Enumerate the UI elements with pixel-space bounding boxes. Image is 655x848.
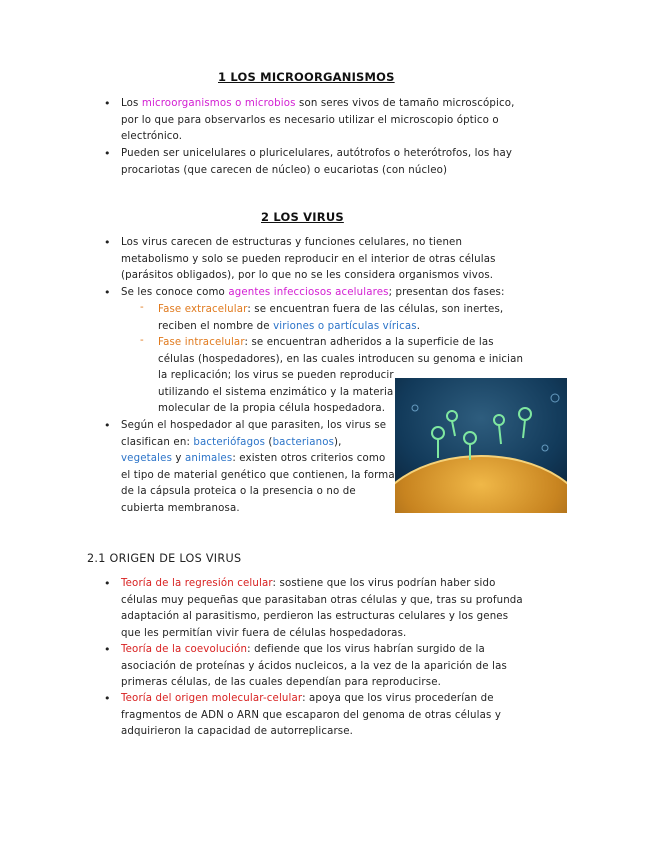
keyword-fase-extracelular: Fase extracelular bbox=[158, 304, 248, 315]
list-item bbox=[121, 418, 395, 517]
text: Pueden ser unicelulares o pluricelulares, autótrofos o heterótrofos, los hay bbox=[121, 148, 513, 159]
text: molecular de la propia célula hospedadora. bbox=[158, 403, 386, 414]
text: metabolismo y solo se pueden reproducir en el interior de otras células bbox=[121, 253, 496, 265]
keyword-fase-intracelular: Fase intracelular bbox=[158, 337, 245, 348]
list-item bbox=[121, 146, 512, 179]
text: son seres vivos de tamaño microscópico, bbox=[295, 98, 515, 109]
keyword-bacteriofagos: bacteriófagos bbox=[193, 436, 266, 448]
bullet-icon: • bbox=[104, 577, 111, 590]
list-item bbox=[121, 235, 496, 285]
bullet-icon: • bbox=[104, 692, 111, 705]
keyword-bacterianos: bacterianos bbox=[272, 436, 335, 448]
text: y bbox=[172, 453, 185, 464]
text: adaptación al parasitismo, perdieron las estructuras celulares y los genes bbox=[121, 611, 509, 622]
text: asociación de proteínas y ácidos nucleicos, a la vez de la aparición de las bbox=[121, 660, 507, 672]
text: el tipo de material genético que contienen, la forma bbox=[121, 469, 395, 481]
text: clasifican en: bbox=[121, 436, 194, 448]
text: : defiende que los virus habrían surgido de la bbox=[247, 644, 485, 655]
text: electrónico. bbox=[121, 131, 183, 142]
text: por lo que para observarlos es necesario utilizar el microscopio óptico o bbox=[121, 114, 499, 126]
keyword-animales: animales bbox=[185, 453, 233, 464]
text: : existen otros criterios como bbox=[232, 453, 386, 464]
text: fragmentos de ADN o ARN que escaparon del genoma de otras células y bbox=[121, 709, 502, 721]
text: ), bbox=[334, 436, 342, 448]
text: Se les conoce como bbox=[121, 287, 229, 298]
list-item bbox=[121, 576, 523, 642]
keyword-microorganismos: microorganismos o microbios bbox=[141, 98, 296, 109]
text: procariotas (que carecen de núcleo) o eucariotas (con núcleo) bbox=[121, 164, 448, 176]
text: cubierta membranosa. bbox=[121, 502, 240, 514]
list-item bbox=[121, 691, 501, 741]
text: : apoya que los virus procederían de bbox=[302, 693, 494, 704]
text: . bbox=[416, 320, 421, 332]
text: Según el hospedador al que parasiten, los virus se bbox=[121, 420, 387, 431]
text: que les permitían vivir fuera de células hospedadoras. bbox=[121, 627, 407, 639]
bullet-icon: • bbox=[104, 236, 111, 249]
text: Los virus carecen de estructuras y funciones celulares, no tienen bbox=[121, 237, 463, 248]
text: adquirieron la capacidad de autorreplicarse. bbox=[121, 726, 354, 737]
keyword-agentes: agentes infecciosos acelulares bbox=[228, 287, 389, 298]
dash-icon: - bbox=[140, 335, 144, 346]
text: la replicación; los virus se pueden reproducir bbox=[158, 370, 394, 381]
text: ( bbox=[265, 436, 273, 448]
text: utilizando el sistema enzimático y la materia bbox=[158, 386, 394, 398]
dash-icon: - bbox=[140, 302, 144, 313]
bullet-icon: • bbox=[104, 419, 111, 432]
text: reciben el nombre de bbox=[158, 320, 274, 332]
bullet-icon: • bbox=[104, 147, 111, 160]
keyword-teoria-regresion: Teoría de la regresión celular bbox=[121, 578, 273, 589]
bullet-icon: • bbox=[104, 286, 111, 299]
text: Los bbox=[121, 98, 142, 109]
keyword-vegetales: vegetales bbox=[121, 453, 173, 464]
text: : se encuentran fuera de las células, son inertes, bbox=[247, 304, 504, 315]
section-title-virus: 2 LOS VIRUS bbox=[261, 210, 344, 224]
text: : sostiene que los virus podrían haber sido bbox=[272, 578, 496, 589]
keyword-teoria-coevolucion: Teoría de la coevolución bbox=[121, 644, 248, 655]
list-item bbox=[121, 285, 505, 302]
bullet-icon: • bbox=[104, 643, 111, 656]
keyword-teoria-molecular: Teoría del origen molecular-celular bbox=[121, 693, 303, 704]
text: ; presentan dos fases: bbox=[388, 287, 505, 298]
text: : se encuentran adheridos a la superficie de las bbox=[244, 337, 494, 348]
list-item bbox=[121, 642, 507, 692]
text: (parásitos obligados), por lo que no se les considera organismos vivos. bbox=[121, 270, 494, 281]
subsection-title-origen: 2.1 ORIGEN DE LOS VIRUS bbox=[87, 552, 242, 565]
bullet-icon: • bbox=[104, 97, 111, 110]
section-title-microorganismos: 1 LOS MICROORGANISMOS bbox=[218, 70, 395, 84]
bacteriophage-icon bbox=[395, 378, 567, 513]
text: primeras células, de las cuales dependían para reproducirse. bbox=[121, 677, 441, 688]
list-item bbox=[121, 96, 514, 146]
text: células muy pequeñas que parasitaban otras células y que, tras su profunda bbox=[121, 594, 523, 606]
text: de la cápsula proteica o la presencia o no de bbox=[121, 486, 356, 497]
list-item bbox=[158, 302, 503, 335]
keyword-viriones: viriones o partículas víricas bbox=[273, 320, 417, 332]
bacteriophage-micrograph-image bbox=[395, 378, 567, 513]
text: células (hospedadores), en las cuales introducen su genoma e inician bbox=[158, 353, 524, 365]
